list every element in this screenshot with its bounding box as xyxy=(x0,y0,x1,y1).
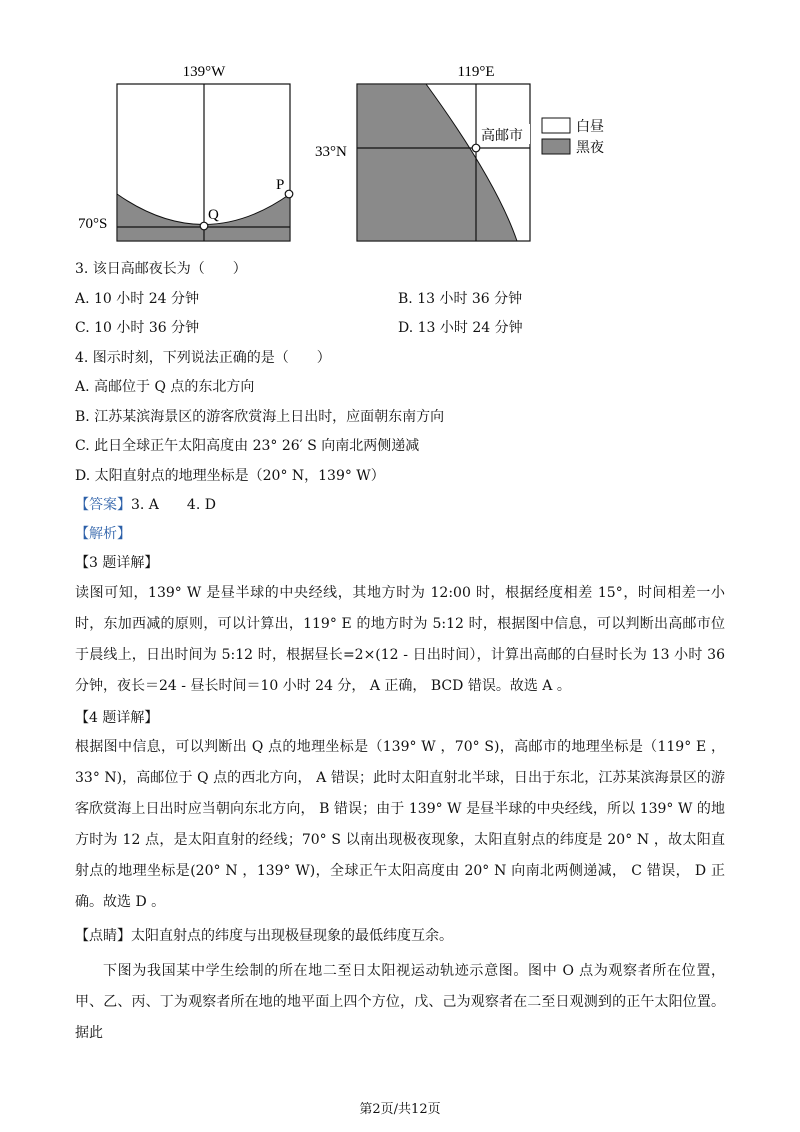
lat-label-70s: 70°S xyxy=(78,216,108,232)
tip-tag: 【点睛】 xyxy=(75,928,131,944)
detail3-text: 读图可知，139° W 是昼半球的中央经线，其地方时为 12:00 时，根据经度相差 15°，时间相差一小时，东加西减的原则，可以计算出，119° E 的地方时为 5:12 时，根据图中信息，可以判断出高邮市位于晨线上，日出时间为 5:12 时，根据昼长=2×(12 - 日出时间），计算出高邮的白昼时长为 13 小时 36 分钟，夜长＝24 - 昼长时间＝10 小时 24 分， A 正确， BCD 错误。故选 A 。 xyxy=(75,585,725,694)
lon-label-119e: 119°E xyxy=(457,64,495,80)
city-marker xyxy=(472,144,480,152)
q3-option-c: C. 10 小时 36 分钟 xyxy=(75,320,200,336)
left-diagram xyxy=(70,60,310,250)
point-q-label: Q xyxy=(208,207,219,223)
legend-night-label: 黑夜 xyxy=(576,141,604,156)
answer-text: 3. A 4. D xyxy=(131,497,216,513)
q4-option-b: B. 江苏某滨海景区的游客欣赏海上日出时，应面朝东南方向 xyxy=(75,409,445,425)
right-diagram xyxy=(310,60,640,250)
point-p-label: P xyxy=(276,177,285,193)
q3-option-d: D. 13 小时 24 分钟 xyxy=(398,320,523,336)
q4-stem: 4. 图示时刻，下列说法正确的是（ ） xyxy=(75,350,331,366)
detail4-text: 根据图中信息，可以判断出 Q 点的地理坐标是（139° W ，70° S)，高邮市的地理坐标是（119° E ，33° N)，高邮位于 Q 点的西北方向， A 错误；此时太阳直射北半球，日出于东北，江苏某滨海景区的游客欣赏海上日出时应当朝向东北方向， B 错误；由于 139° W 是昼半球的中央经线，所以 139° W 的地方时为 12 点，是太阳直射的经线；70° S 以南出现极夜现象，太阳直射点的纬度是 20° N ，故太阳直射点的地理坐标是(20° N ，139° W)，全球正午太阳高度由 20° N 向南北两侧递减， C 错误， D 正确。故选 D 。 xyxy=(75,739,725,910)
next-intro: 下图为我国某中学生绘制的所在地二至日太阳视运动轨迹示意图。图中 O 点为观察者所在位置，甲、乙、丙、丁为观察者所在地的地平面上四个方位，戊、己为观察者在二至日观测到的正午太阳位置。据此 xyxy=(75,963,725,1041)
q3-option-b: B. 13 小时 36 分钟 xyxy=(398,291,523,307)
answer-line xyxy=(75,495,216,515)
page-footer: 第2页/共12页 xyxy=(359,1102,441,1117)
tip-text: 太阳直射点的纬度与出现极昼现象的最低纬度互余。 xyxy=(131,928,453,944)
legend-night-swatch xyxy=(542,139,570,154)
q3-option-a: A. 10 小时 24 分钟 xyxy=(75,291,199,307)
q4-option-c: C. 此日全球正午太阳高度由 23° 26′ S 向南北两侧递减 xyxy=(75,438,420,454)
q4-option-d: D. 太阳直射点的地理坐标是（20° N，139° W） xyxy=(75,468,385,484)
detail3-title: 【3 题详解】 xyxy=(75,555,159,571)
analysis-tag: 【解析】 xyxy=(75,526,131,542)
tip-line xyxy=(75,926,453,946)
point-p-marker xyxy=(285,190,293,198)
q3-stem: 3. 该日高邮夜长为（ ） xyxy=(75,261,247,277)
city-label: 高邮市 xyxy=(481,129,523,144)
lat-label-33n: 33°N xyxy=(315,144,347,160)
q4-option-a: A. 高邮位于 Q 点的东北方向 xyxy=(75,379,255,395)
point-q-marker xyxy=(200,222,208,230)
answer-tag: 【答案】 xyxy=(75,497,131,513)
legend-day-label: 白昼 xyxy=(576,120,604,135)
legend-day-swatch xyxy=(542,118,570,133)
detail4-title: 【4 题详解】 xyxy=(75,710,159,726)
lon-label-139w: 139°W xyxy=(182,64,226,80)
